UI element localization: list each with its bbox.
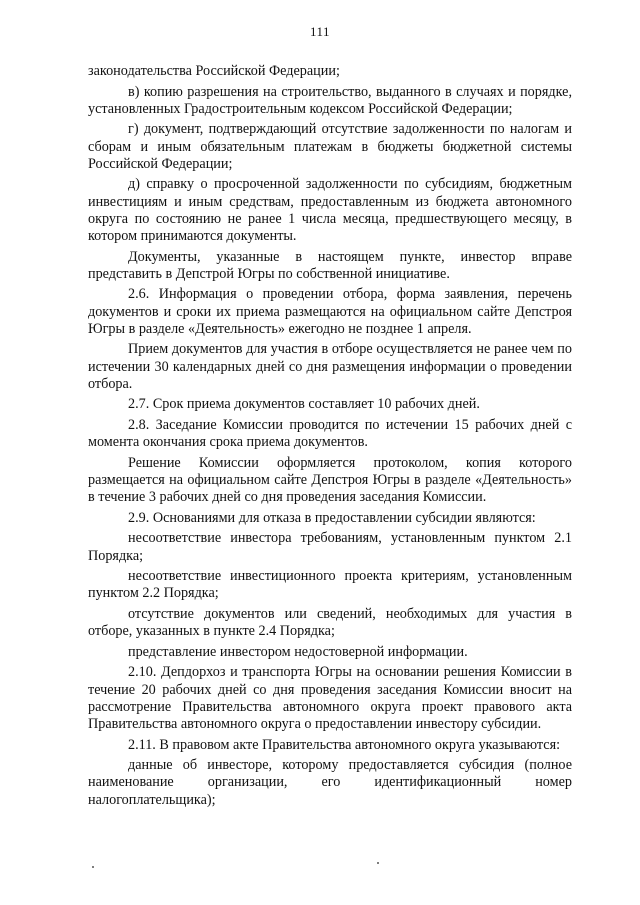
paragraph: Прием документов для участия в отборе осуществляется не ранее чем по истечении 30 календарных дней со дня размещения информации о проведении отбора. [88,341,572,392]
paragraph: Документы, указанные в настоящем пункте, инвестор вправе представить в Депстрой Югры по собственной инициативе. [88,248,572,282]
paragraph: д) справку о просроченной задолженности по субсидиям, бюджетным инвестициям и иным средствам, предоставленным из бюджета автономного округа по состоянию не ранее 1 числа месяца, предшествующего месяцу, в котором принимаются документы. [88,176,572,244]
paragraph: г) документ, подтверждающий отсутствие задолженности по налогам и сборам и иным обязательным платежам в бюджеты бюджетной системы Российской Федерации; [88,121,572,172]
paragraph: в) копию разрешения на строительство, выданного в случаях и порядке, установленных Градостроительным кодексом Российской Федерации; [88,83,572,117]
paragraph: 2.11. В правовом акте Правительства автономного округа указываются: [128,736,561,753]
scan-speck [377,862,379,864]
paragraph: 2.7. Срок приема документов составляет 10 рабочих дней. [128,396,480,413]
paragraph: Решение Комиссии оформляется протоколом, копия которого размещается на официальном сайте Депстроя Югры в разделе «Деятельность» в течение 3 рабочих дней со дня проведения заседания Комиссии. [88,454,572,506]
paragraph: несоответствие инвестиционного проекта критериям, установленным пунктом 2.2 Порядка; [88,568,572,602]
paragraph: 2.6. Информация о проведении отбора, форма заявления, перечень документов и сроки их приема размещаются на официальном сайте Депстроя Югры в разделе «Деятельность» ежегодно не позднее 1 апреля. [88,286,572,337]
paragraph: 2.8. Заседание Комиссии проводится по истечении 15 рабочих дней с момента окончания срока приема документов. [88,416,572,451]
paragraph: законодательства Российской Федерации; [88,63,340,79]
paragraph: отсутствие документов или сведений, необходимых для участия в отборе, указанных в пункте 2.4 Порядка; [88,605,572,640]
paragraph: несоответствие инвестора требованиям, установленным пунктом 2.1 Порядка; [88,530,572,564]
paragraph: 2.9. Основаниями для отказа в предоставлении субсидии являются: [128,509,536,526]
scan-speck [92,866,94,868]
paragraph: представление инвестором недостоверной информации. [128,643,468,660]
page-number: 111 [309,24,331,39]
paragraph: данные об инвесторе, которому предоставляется субсидия (полное наименование организации, его идентификационный номер налогоплательщика); [88,757,572,808]
paragraph: 2.10. Депдорхоз и транспорта Югры на основании решения Комиссии в течение 20 рабочих дней со дня проведения заседания Комиссии вносит на рассмотрение Правительства автономного округа проект правового акта Правительства автономного округа о предоставлении инвестору субсидии. [88,664,572,732]
document-body [88,63,572,812]
